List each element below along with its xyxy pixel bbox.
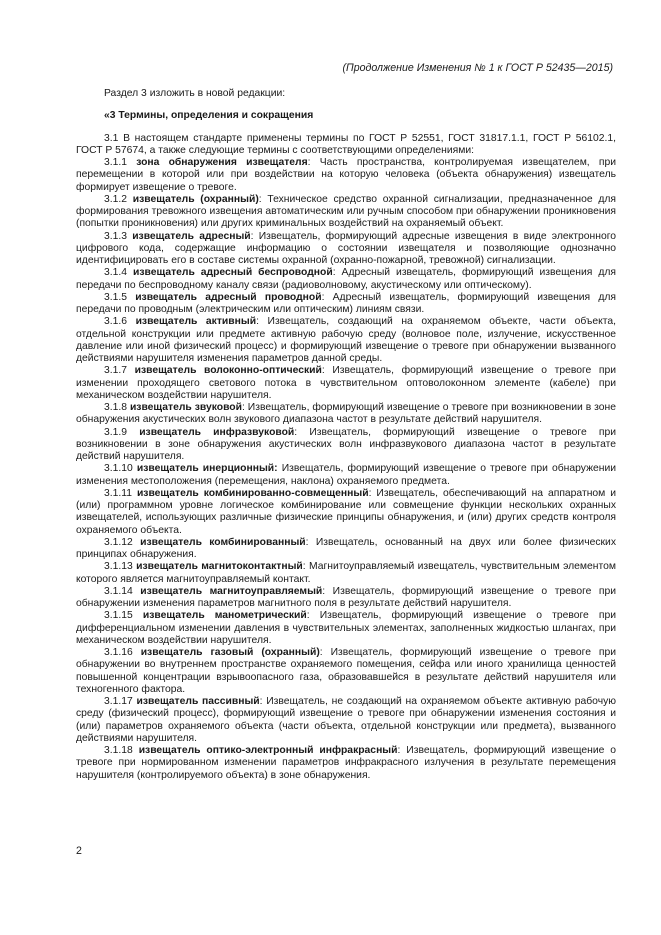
term-definition <box>76 586 616 611</box>
term-number: 3.1.15 <box>104 610 133 622</box>
term-text: : Часть пространства, контролируемая извещателем, при перемещении в которой или при воздействии на которую человека (объекта обнаружения) извещатель формирует извещение о тревоге. <box>76 157 616 193</box>
term-number: 3.1.8 <box>104 402 128 413</box>
term-name: извещатель инфразвуковой <box>139 426 295 438</box>
term-definition <box>76 463 616 488</box>
term-number: 3.1.7 <box>104 365 128 377</box>
term-name: зона обнаружения извещателя <box>136 157 308 168</box>
term-name: извещатель (охранный) <box>132 193 259 205</box>
term-text: : Извещатель, формирующий извещение о тревоге при изменении проходящего светового потока в чувствительном оптоволоконном элементе (кабеле) при механическом воздействии нарушителя. <box>76 365 616 401</box>
term-name: извещатель звуковой <box>129 402 242 413</box>
term-name: извещатель газовый (охранный) <box>140 647 320 658</box>
term-definition <box>76 194 616 231</box>
term-text: : Извещатель, не создающий на охраняемом объекте активную рабочую среду (физический процесс), формирующий извещение о тревоге при обнаружении изменения состояния и (или) параметров охраняемого объекта (части объекта, отдельной конструкции или предмета), вызванного действиями нарушителя. <box>76 696 617 744</box>
term-name: извещатель активный <box>135 316 257 328</box>
term-name: извещатель адресный проводной <box>135 291 322 303</box>
term-name: извещатель комбинированный <box>140 536 306 548</box>
term-number: 3.1.18 <box>104 745 133 756</box>
term-definition <box>76 610 616 647</box>
term-name: извещатель адресный беспроводной <box>132 267 333 279</box>
term-definition <box>76 231 616 268</box>
term-number: 3.1.9 <box>104 426 128 438</box>
term-text: : Техническое средство охранной сигнализации, предназначенное для формирования тревожного извещения автоматическим или ручным способом при обнаружении проникновения (попытки проникновения) или других криминальных воздействий на охраняемый объект. <box>76 193 616 230</box>
term-name: извещатель комбинированно-совмещенный <box>136 487 369 499</box>
term-text: Извещатель, формирующий извещение о тревоге при обнаружении изменения местоположения (перемещения, наклона) охраняемого предмета. <box>76 463 617 487</box>
term-definition <box>76 745 616 782</box>
term-definition <box>76 365 616 402</box>
term-definition <box>76 402 616 427</box>
intro-paragraph: Раздел 3 изложить в новой редакции: <box>104 88 286 99</box>
term-text: : Адресный извещатель, формирующий извещения для передачи по беспроводному каналу связи (радиоволновому, акустическому или оптическому). <box>76 267 617 291</box>
term-number: 3.1.10 <box>104 463 133 475</box>
term-definition <box>76 267 616 292</box>
term-name: извещатель инерционный: <box>136 463 278 475</box>
term-text: : Извещатель, формирующий адресные извещения в виде электронного цифрового кода, содержащие информацию о состоянии извещателя и позволяющие однозначно идентифицировать его в составе системы охранной (охранно-пожарной, тревожной) сигнализации. <box>76 230 617 266</box>
term-text: : Магнитоуправляемый извещатель, чувствительным элементом которого является магнитоуправляемый контакт. <box>76 561 616 585</box>
term-number: 3.1.5 <box>104 291 128 303</box>
terms-list <box>76 157 616 782</box>
term-name: извещатель манометрический <box>142 610 307 622</box>
page-header: (Продолжение Изменения № 1 к ГОСТ Р 52435—2015) <box>342 62 613 74</box>
document-body <box>76 88 616 782</box>
term-number: 3.1.14 <box>104 585 133 597</box>
term-definition <box>76 537 616 562</box>
term-number: 3.1.11 <box>104 487 132 499</box>
term-name: извещатель оптико-электронный инфракрасный <box>138 745 398 756</box>
term-number: 3.1.1 <box>104 157 128 168</box>
term-number: 3.1.4 <box>104 267 128 279</box>
term-name: извещатель магнитоконтактный <box>136 561 303 573</box>
term-name: извещатель адресный <box>132 230 251 242</box>
term-definition <box>76 157 616 194</box>
term-definition <box>76 316 616 365</box>
term-text: : Извещатель, создающий на охраняемом объекте, части объекта, отдельной конструкции или предмете активную рабочую среду (волновое поле, излучение, искусственное давление или иной физический процесс) и формирующий извещение о тревоге при обнаружении вызванного действиями нарушителя изменения параметров данной среды. <box>76 316 617 364</box>
term-text: : Извещатель, формирующий извещение о тревоге при дифференциальном изменении давления в чувствительных элементах, заполненных жидкостью шлангах, при механическом воздействии нарушителя. <box>76 610 616 646</box>
term-number: 3.1.2 <box>104 193 128 205</box>
paragraph-3-1: 3.1 В настоящем стандарте применены термины по ГОСТ Р 52551, ГОСТ 31817.1.1, ГОСТ Р 56102.1, ГОСТ Р 57674, а также следующие термины с соответствующими определениями: <box>76 132 616 156</box>
term-number: 3.1.13 <box>104 561 133 573</box>
term-text: : Извещатель, формирующий извещение о тревоге при обнаружении изменения параметров магнитного поля в результате действий нарушителя. <box>76 585 617 609</box>
term-text: : Адресный извещатель, формирующий извещения для передачи по проводным (электрическим или оптическим) линиям связи. <box>76 291 616 315</box>
term-name: извещатель пассивный <box>136 696 260 707</box>
page-number: 2 <box>76 845 82 857</box>
term-text: : Извещатель, основанный на двух или более физических принципах обнаружения. <box>76 536 616 560</box>
section-title: «3 Термины, определения и сокращения <box>104 110 314 122</box>
term-name: извещатель волоконно-оптический <box>134 365 322 377</box>
term-name: извещатель магнитоуправляемый <box>140 585 323 597</box>
term-number: 3.1.12 <box>104 536 133 548</box>
term-text: : Извещатель, обеспечивающий на аппаратном и (или) программном уровне логическое комбинирование или совмещение функции нескольких охранных извещателей, использующих различные физические принципы обнаружения, и (или) других средств контроля охраняемого объекта. <box>76 487 616 536</box>
term-definition <box>76 427 616 464</box>
term-definition <box>76 292 616 317</box>
term-definition <box>76 488 616 537</box>
term-text: : Извещатель, формирующий извещение о тревоге при возникновении в зоне обнаружения акустических волн звукового диапазона частот в результате действий нарушителя. <box>76 402 616 426</box>
term-number: 3.1.6 <box>104 316 128 328</box>
term-definition <box>76 561 616 586</box>
term-definition <box>76 647 616 696</box>
term-number: 3.1.17 <box>104 696 133 707</box>
term-number: 3.1.3 <box>104 230 128 242</box>
term-number: 3.1.16 <box>104 647 133 658</box>
term-text: : Извещатель, формирующий извещение о тревоге при возникновении в зоне обнаружения акустических волн инфразвукового диапазона частот в результате действий нарушителя. <box>76 426 616 462</box>
term-definition <box>76 696 616 745</box>
term-text: : Извещатель, формирующий извещение о тревоге при нормированном изменении параметров инфракрасного излучения в результате перемещения нарушителя (контролируемого объекта) в зоне обнаружения. <box>76 745 617 781</box>
term-text: : Извещатель, формирующий извещение о тревоге при обнаружении во внутреннем пространстве охраняемого помещения, сейфа или иного хранилища ценностей повышенной концентрации взрывоопасного газа, образовавшейся в результате действий нарушителя или техногенного фактора. <box>76 647 616 695</box>
